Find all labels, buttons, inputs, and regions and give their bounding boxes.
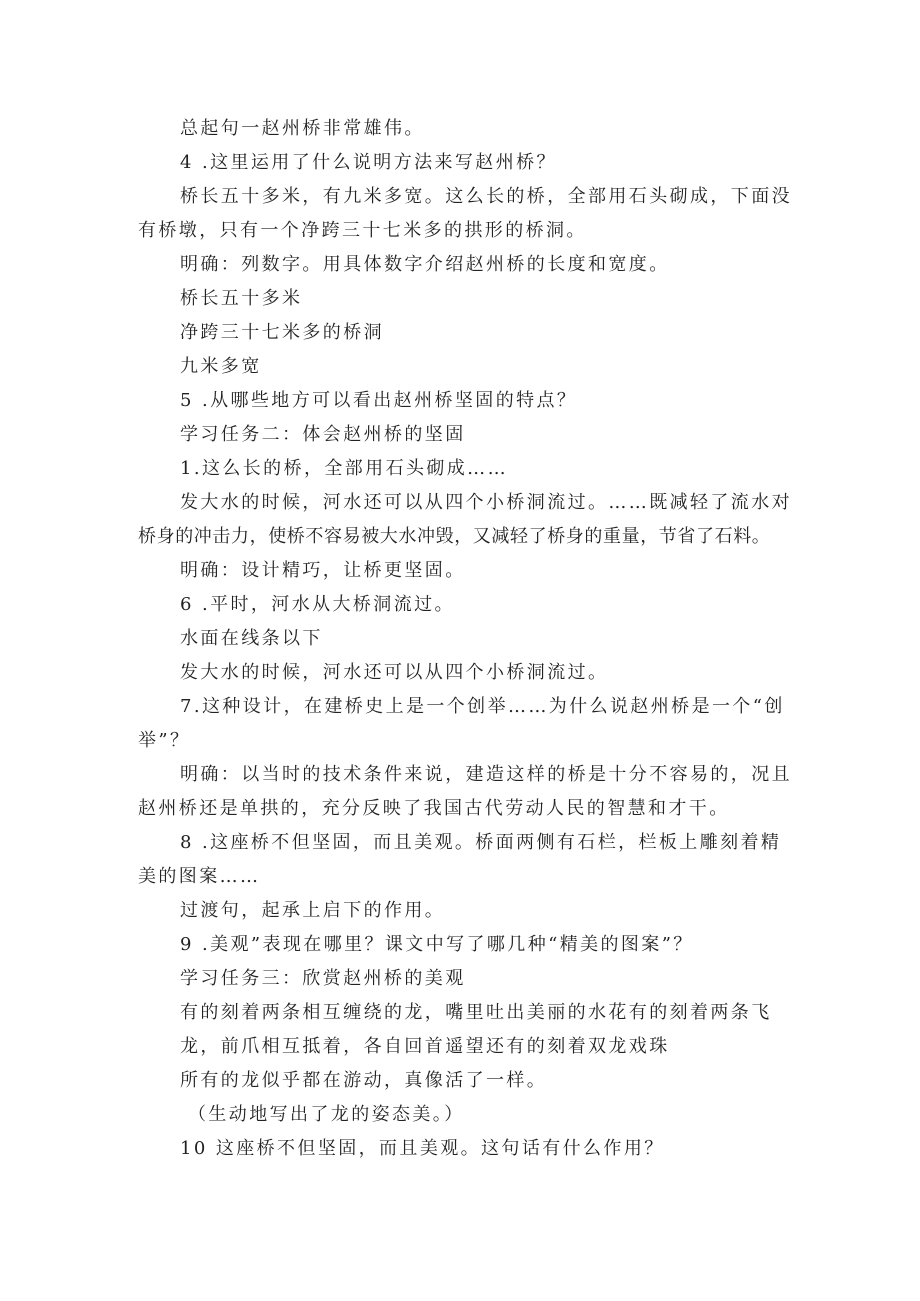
question-10: 10 这座桥不但坚固，而且美观。这句话有什么作用？ [180, 1138, 665, 1159]
question-8: 8 .这座桥不但坚固，而且美观。桥面两侧有石栏，栏板上雕刻着精 [180, 832, 782, 853]
text-line: 有桥墩，只有一个净跨三十七米多的拱形的桥洞。 [138, 220, 587, 241]
task-heading: 学习任务二：体会赵州桥的坚固 [180, 424, 466, 445]
text-line: 桥长五十多米，有九米多宽。这么长的桥，全部用石头砌成，下面没 [180, 186, 792, 207]
text-line: 九米多宽 [180, 356, 262, 377]
answer-line: 明确：列数字。用具体数字介绍赵州桥的长度和宽度。 [180, 254, 670, 275]
answer-line: 明确：设计精巧，让桥更坚固。 [180, 560, 466, 581]
question-6: 6 .平时，河水从大桥洞流过。 [180, 594, 455, 615]
text-line: 所有的龙似乎都在游动，真像活了一样。 [180, 1070, 548, 1091]
question-5: 5 .从哪些地方可以看出赵州桥坚固的特点？ [180, 390, 578, 411]
text-line: 净跨三十七米多的桥洞 [180, 322, 384, 343]
answer-line: 明确：以当时的技术条件来说，建造这样的桥是十分不容易的，况且 [180, 764, 792, 785]
question-4: 4 .这里运用了什么说明方法来写赵州桥？ [180, 152, 557, 173]
text-line: 总起句一赵州桥非常雄伟。 [180, 118, 425, 139]
text-line: 桥长五十多米 [180, 288, 303, 309]
question-9: 9 .美观”表现在哪里？课文中写了哪几种“精美的图案”？ [180, 934, 694, 955]
text-line: 水面在线条以下 [180, 628, 323, 649]
text-line: 赵州桥还是单拱的，充分反映了我国古代劳动人民的智慧和才干。 [138, 798, 730, 819]
text-line: 举”？ [138, 730, 191, 751]
task-heading: 学习任务三：欣赏赵州桥的美观 [180, 968, 466, 989]
text-line: 发大水的时候，河水还可以从四个小桥洞流过。……既减轻了流水对 [180, 492, 792, 513]
text-line: 桥身的冲击力，使桥不容易被大水冲毁，又减轻了桥身的重量，节省了石料。 [138, 526, 771, 547]
question-7: 7.这种设计，在建桥史上是一个创举……为什么说赵州桥是一个“创 [180, 696, 785, 717]
text-line: 美的图案…… [138, 866, 261, 887]
text-line: 有的刻着两条相互缠绕的龙，嘴里吐出美丽的水花有的刻着两条飞 [180, 1002, 772, 1023]
text-line: 龙，前爪相互抵着，各自回首遥望还有的刻着双龙戏珠 [180, 1036, 670, 1057]
text-line: 发大水的时候，河水还可以从四个小桥洞流过。 [180, 662, 609, 683]
text-line: 1.这么长的桥，全部用石头砌成…… [180, 458, 508, 479]
text-line: （生动地写出了龙的姿态美。） [188, 1104, 465, 1125]
text-line: 过渡句，起承上启下的作用。 [180, 900, 446, 921]
